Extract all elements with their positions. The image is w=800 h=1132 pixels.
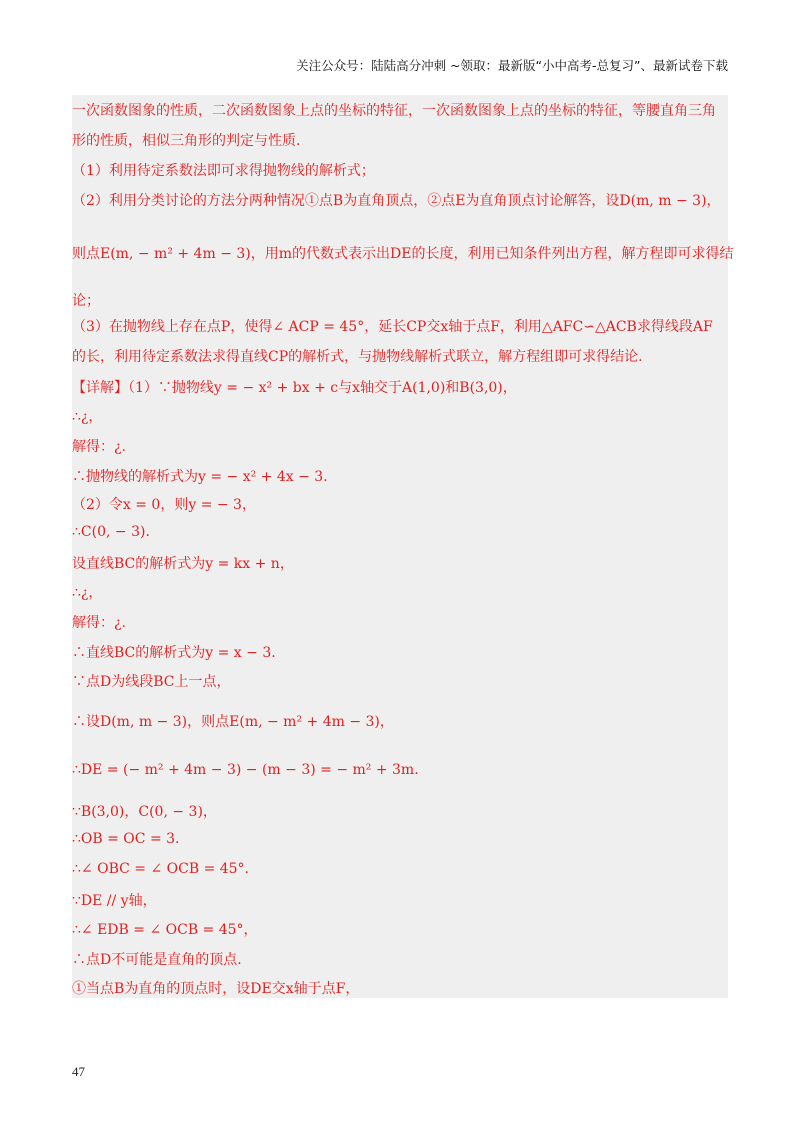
solution-line: 解得：¿. xyxy=(72,439,126,455)
solution-line: ∴¿， xyxy=(72,409,103,425)
solution-line: 解得：¿. xyxy=(72,615,126,631)
solution-line: ∵B(3,0)，C(0, − 3)， xyxy=(72,804,217,820)
solution-line: ∵DE // y轴， xyxy=(72,893,157,909)
solution-line: ∴OB = OC = 3. xyxy=(72,831,180,847)
solution-line: 设直线BC的解析式为y = kx + n， xyxy=(72,556,294,572)
solution-line: ∴¿， xyxy=(72,585,103,601)
page-header: 关注公众号：陆陆高分冲刺 ~领取：最新版“小中高考-总复习”、最新试卷下载 xyxy=(296,58,728,73)
solution-line: （2）利用分类讨论的方法分两种情况①点B为直角顶点，②点E为直角顶点讨论解答，设D(m, m − 3)， xyxy=(72,193,721,209)
solution-line: ∴DE = (− m² + 4m − 3) − (m − 3) = − m² + 3m. xyxy=(72,762,419,778)
solution-line: ∵点D为线段BC上一点， xyxy=(72,674,231,690)
solution-line: ①当点B为直角的顶点时，设DE交x轴于点F， xyxy=(72,981,360,997)
solution-line: ∴直线BC的解析式为y = x − 3. xyxy=(72,645,276,661)
solution-line: 论； xyxy=(72,293,100,309)
solution-line: 则点E(m, − m² + 4m − 3)，用m的代数式表示出DE的长度，利用已知条件列出方程，解方程即可求得结 xyxy=(72,246,734,262)
solution-line: ∴C(0, − 3). xyxy=(72,524,150,540)
solution-line: （3）在抛物线上存在点P，使得∠ ACP = 45°，延长CP交x轴于点F，利用△AFC∽△ACB求得线段AF xyxy=(72,319,713,335)
solution-line: （1）利用待定系数法即可求得抛物线的解析式； xyxy=(72,163,375,179)
solution-line: ∴∠ OBC = ∠ OCB = 45°. xyxy=(72,861,250,877)
solution-line: ∴∠ EDB = ∠ OCB = 45°， xyxy=(72,922,258,938)
page-number: 47 xyxy=(72,1064,85,1079)
solution-line: ∴点D不可能是直角的顶点. xyxy=(72,952,242,968)
solution-line: ∴抛物线的解析式为y = − x² + 4x − 3. xyxy=(72,469,328,485)
solution-line: ∴设D(m, m − 3)，则点E(m, − m² + 4m − 3)， xyxy=(72,714,394,730)
solution-line: （2）令x = 0，则y = − 3， xyxy=(72,497,256,513)
solution-line: 【详解】（1）∵抛物线y = − x² + bx + c与x轴交于A(1,0)和B(3,0)， xyxy=(72,380,517,396)
solution-line: 的长，利用待定系数法求得直线CP的解析式，与抛物线解析式联立，解方程组即可求得结论. xyxy=(72,349,643,365)
solution-line: 一次函数图象的性质，二次函数图象上点的坐标的特征，一次函数图象上点的坐标的特征，等腰直角三角 xyxy=(72,103,716,119)
solution-line: 形的性质，相似三角形的判定与性质. xyxy=(72,133,301,149)
